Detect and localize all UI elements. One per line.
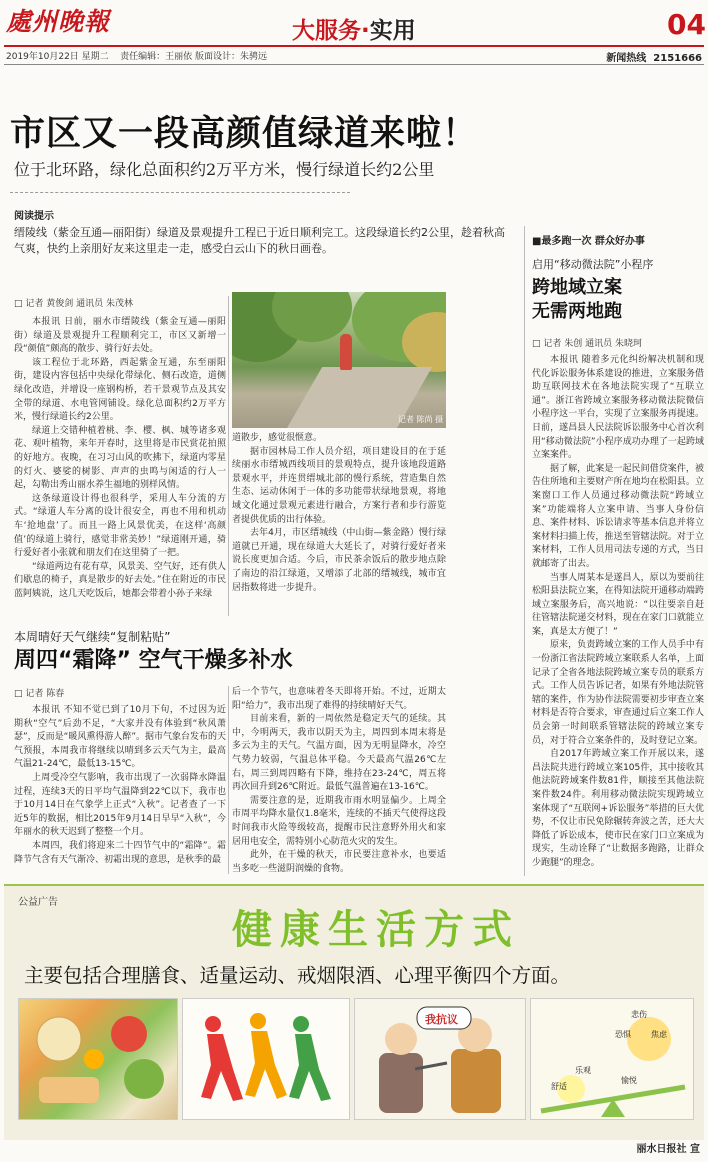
weather-kicker: 本周晴好天气继续“复制粘贴” — [14, 630, 171, 644]
masthead-rule — [4, 45, 704, 47]
paragraph: 当事人周某本是遂昌人，原以为要前往松阳县法院立案，在得知法院开通移动端跨域立案服务后，高兴地说：“以往要亲自赶往管辖法院递交材料，现在在家门口就能立案，真是太方便了！” — [532, 572, 704, 637]
court-headline-line-1: 跨地域立案 — [532, 277, 622, 298]
weather-byline: □ 记者 陈春 — [14, 689, 65, 699]
runners-icon — [183, 999, 350, 1120]
dateline — [6, 49, 306, 63]
paragraph: 据市园林局工作人员介绍，项目建设目的在于延续丽水市缙城西线项目的景观特点，提升该地段道路景观水平，并连贯缙城北部的慢行系统，营造集自然生态、运动休闲于一体的多功能带状绿地景观，将地域文化通过景观元素进行融合，方案行者和步行游览者提供优质的出行体验。 — [232, 446, 446, 525]
paragraph: 自2017年跨域立案工作开展以来，遂昌法院共进行跨域立案105件，其中接收其他法院跨域案件数81件，顺接至其他法院案件数24件。利用移动微法院实现跨域立案体现了“互联网+诉讼服务”举措的巨大优势，不仅让市民免除辗转奔波之苦，还大大降低了诉讼成本，使市民在家门口立案成为现实，生动诠释了“让数据多跑路，让群众少跑腿”的理念。 — [532, 749, 704, 868]
court-kicker: 启用“移动微法院”小程序 — [532, 258, 654, 271]
paragraph: 原来，负责跨域立案的工作人员手中有一份浙江省法院跨域立案联系人名单，上面记录了全省各地法院跨域立案专员的联系方式。工作人员告诉记者，如果有外地法院管辖的案件，作为协作法院需要初步审查立案材料是否符合要求，审查通过后立案工作人员会第一时间联系管辖法院的跨域立案专员，对于符合立案条件的，及时登记立案。 — [532, 640, 704, 746]
paragraph: 本报讯 随着多元化纠纷解决机制和现代化诉讼服务体系建设的推进，立案服务借助互联网技术在各地法院实现了“互联立通”。浙江省跨域立案服务移动微法院微信小程序这一平台，实现了立案服务再提速。日前，遂昌县人民法院诉讼服务中心首次利用“移动微法院”小程序成功办理了一起跨域立案案件。 — [532, 355, 704, 461]
mood-word: 焦虑 — [651, 1030, 667, 1039]
lead-subhead: 位于北环路，绿化总面积约2万平方米，慢行绿道长约2公里 — [14, 160, 435, 179]
ad-text: 主要包括合理膳食、适量运动、戒烟限酒、心理平衡四个方面。 — [24, 964, 571, 987]
news-hotline — [552, 49, 702, 63]
paragraph: 去年4月，市区缙城线（中山街—紫金路）慢行绿道就已开通，现在绿道大大延长了，对骑行爱好者来说长度更加合适。今后，市民茶余饭后的散步地点除了南边的沿江绿道，又增添了北部的缙城线，城市宜居指数将进一步提升。 — [232, 528, 446, 593]
hotline-number: 2151666 — [653, 53, 702, 64]
court-headline-line-2: 无需两地跑 — [532, 301, 622, 322]
lede-label: 阅读提示 — [14, 211, 54, 222]
paragraph: 目前来看，新的一周依然是稳定天气的延续。其中，今明两天，我市以阴天为主，周四到本周末将是多云为主的天气。气温方面，因为无明显降水，冷空气势力较弱，气温总体平稳。今天最高气温26℃左右，周三到周四略有下降，维持在23-24℃，周五将再次回升到26℃附近。最低气温普遍在13-16℃。 — [232, 714, 446, 793]
court-body — [532, 354, 704, 874]
weather-column-2 — [232, 686, 446, 874]
court-byline: □ 记者 朱创 通讯员 朱晓珂 — [532, 339, 642, 349]
photo-credit: 记者 陈尚 摄 — [398, 415, 444, 424]
seesaw-icon — [531, 999, 694, 1120]
lead-headline: 市区又一段高颜值绿道来啦！ — [10, 114, 479, 154]
editor-credits: 责任编辑：王丽依 版面设计：朱骋远 — [120, 52, 267, 62]
ad-tag: 公益广告 — [18, 897, 58, 908]
paragraph: 据了解，此案是一起民间借贷案件，被告住所地和主要财产所在地均在松阳县。立案窗口工作人员通过移动微法院“跨域立案”功能端将人立案申请、当事人身份信息、案件材料、诉讼请求等基本信息并将立案材料扫描上传，推送至管辖法院。对于立案材料，工作人员用司法专递的方式，当日就邮寄了出去。 — [532, 463, 704, 569]
weather-headline: 周四“霜降” 空气干燥多补水 — [14, 648, 293, 673]
court-section-tag: ■最多跑一次 群众好办事 — [532, 236, 645, 247]
food-illustration — [18, 998, 178, 1120]
issue-date: 2019年10月22日 星期二 — [6, 52, 109, 62]
page-number: 04 — [667, 8, 706, 41]
subhead-divider — [10, 192, 350, 193]
lede-paragraph: 缙陵线（紫金互通—丽阳街）绿道及景观提升工程已于近日顺利完工。这段绿道长约2公里，趁着秋高气爽，快约上亲朋好友来这里走一走，感受白云山下的秋日画卷。 — [14, 226, 505, 255]
newspaper-logo: 處州晚報 — [6, 7, 111, 36]
ad-sponsor: 丽水日报社 宣 — [636, 1144, 700, 1155]
ad-speech-bubble: 我抗议 — [425, 1013, 458, 1026]
court-headline — [532, 276, 702, 324]
food-icon — [19, 999, 178, 1120]
lead-column-2 — [232, 432, 446, 612]
lead-column-1 — [14, 316, 226, 616]
paragraph: “绿道两边有花有草，风景美、空气好，还有供人们歇息的椅子，真是散步的好去处。”住在附近的市民蓝阿姨说，这几天吃饭后，她都会带着小孙子来绿 — [14, 561, 226, 599]
column-divider — [228, 686, 229, 874]
paragraph: 后一个节气，也意味着冬天即将开始。不过，近期太阳“给力”，我市出现了难得的持续晴好天气。 — [232, 687, 446, 711]
greenway-photo — [232, 292, 446, 428]
paragraph: 上周受冷空气影响，我市出现了一次弱降水降温过程，连续3天的日平均气温降到22℃以下，我市也于10月14日在气象学上正式“入秋”。记者查了一下近5年的数据，相比2015年9月14日早早“入秋”，今年丽水的秋天迟到了整整一个月。 — [14, 772, 226, 838]
paragraph: 这条绿道设计得也很科学，采用人车分流的方式。“绿道人车分离的设计很安全，再也不用和机动车‘抢地盘’了。而且一路上风景优美，在这样‘高颜值’的绿道上骑行，感觉非常美妙！”绿道刚开通，骑行爱好者小张就和朋友们在这里骑了一把。 — [14, 493, 226, 559]
weather-column-1 — [14, 704, 226, 874]
section-title-sub: 实用 — [369, 17, 416, 44]
exercise-illustration — [182, 998, 350, 1120]
paragraph: 道散步，感觉很惬意。 — [232, 433, 323, 443]
section-title — [292, 12, 492, 42]
paragraph: 本报讯 不知不觉已到了10月下旬，不过因为近期秋“空气”后劲不足，“大家并没有体验到“秋风萧瑟”，反而是“暖风熏得游人醉”。据市气象台发布的天气预报，本周我市将继续以晴到多云天气为主，最高气温21-24℃，最低13-15℃。 — [14, 705, 226, 770]
section-title-main: 大服务· — [292, 18, 370, 44]
paragraph: 本周四，我们将迎来二十四节气中的“霜降”。霜降节气含有天气渐冷、初霜出现的意思，是秋季的最 — [14, 840, 226, 865]
right-column-divider — [524, 226, 525, 876]
column-divider — [228, 296, 229, 616]
mood-word: 愉悦 — [621, 1076, 637, 1085]
paragraph: 本报讯 日前，丽水市缙陵线（紫金互通—丽阳街）绿道及景观提升工程顺利完工，市区又新增一段“颜值”颇高的散步、骑行好去处。 — [14, 317, 226, 355]
no-smoking-illustration — [354, 998, 526, 1120]
lead-byline: □ 记者 黄俊剑 通讯员 朱茂林 — [14, 299, 133, 309]
mood-word: 舒适 — [551, 1082, 567, 1091]
mood-word: 悲伤 — [631, 1010, 647, 1019]
paragraph: 该工程位于北环路，西起紫金互通，东至丽阳街，建设内容包括中央绿化带绿化、侧石改造，道侧绿化改造，并增设一座钢构桥，若干景观节点及其安全带的绿道、水电管网铺设。绿化总面积约2万平方米，慢行绿道长约2公里。 — [14, 357, 226, 423]
mood-word: 恐惧 — [615, 1030, 631, 1039]
ad-title: 健康生活方式 — [232, 906, 520, 953]
hotline-label: 新闻热线 — [606, 53, 647, 64]
dateline-rule — [4, 64, 704, 65]
mental-balance-illustration — [530, 998, 694, 1120]
mood-word: 乐观 — [575, 1066, 591, 1075]
paragraph: 绿道上交错种植着桃、李、樱、枫、城等诸多观花、观叶植物，来年开春时，这里将是市民赏花拍照的好地方。夜晚，在习习山风的吹拂下，绿道内零星的灯火、婆娑的树影、声声的虫鸣与闲适的行人一起，勾勒出秀山丽水养生福地的别样风情。 — [14, 425, 226, 491]
paragraph: 需要注意的是，近期我市雨水明显偏少。上周全市周平均降水量仅1.8毫米，连续的不插天气使得这段时间我市火险等级较高，提醒市民注意野外用火和家居用电安全，需特别小心防范火灾的发生。 — [232, 795, 446, 847]
paragraph: 此外，在干燥的秋天，市民要注意补水，也要适当多吃一些滋阴润燥的食物。 — [232, 850, 446, 874]
